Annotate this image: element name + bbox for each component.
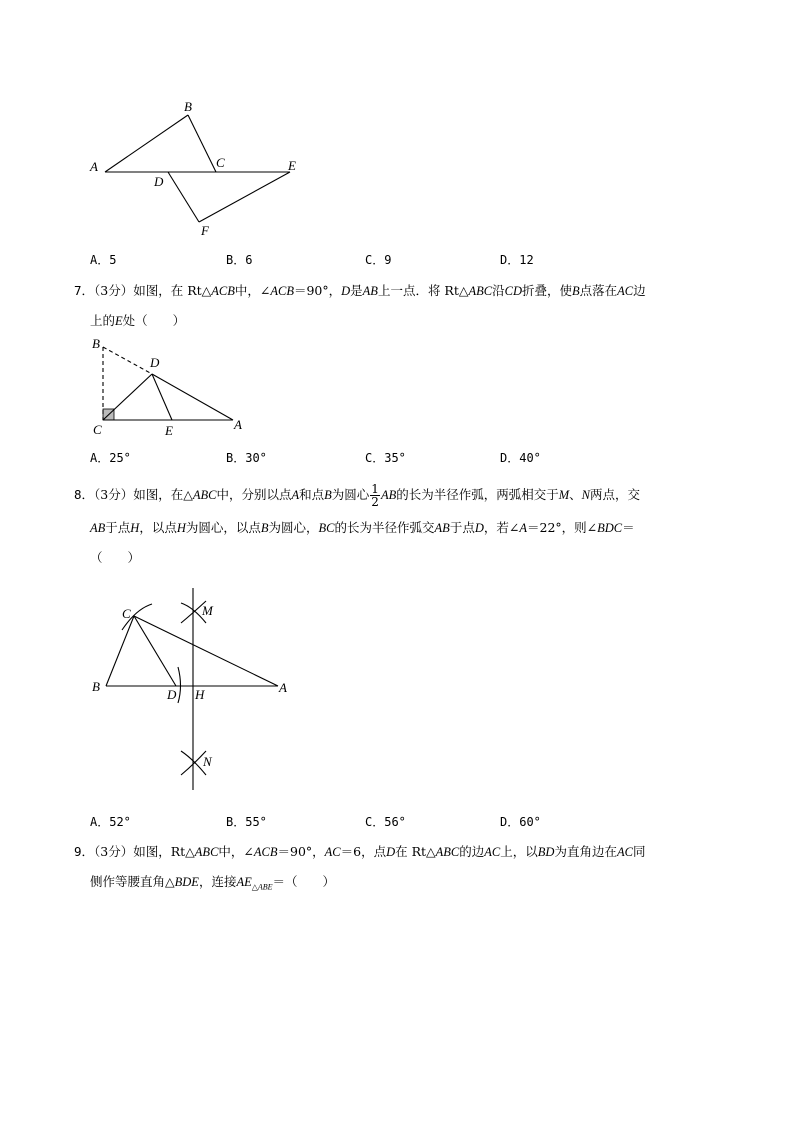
label-c: C: [216, 155, 225, 170]
q7-option-b: B．30°: [226, 451, 267, 465]
q8-text-line1: 8．（3分）如图，在△ABC中，分别以点A和点B为圆心 $\frac{1}{2}$ AB的长为半径作弧，两弧相交于M、N两点，交: [74, 482, 641, 509]
label-e: E: [165, 423, 173, 438]
q8-figure: [88, 585, 298, 795]
q7-option-c: C．35°: [365, 451, 406, 465]
q6-figure: [80, 95, 320, 240]
label-b: B: [92, 679, 100, 694]
q7-text-line1: 7．（3分）如图，在 Rt△ACB中，∠ACB＝90°，D是AB上一点．将 Rt△ABC沿CD折叠，使B点落在AC边: [74, 283, 646, 298]
q6-option-c: C．9: [365, 253, 392, 267]
segment-cd: [103, 374, 152, 420]
segment-da: [152, 374, 233, 420]
q8-text-line3: （ ）: [90, 550, 141, 565]
q7-figure: [86, 336, 256, 442]
segment-ab: [105, 115, 188, 172]
label-c: C: [122, 606, 131, 621]
segment-df: [168, 172, 199, 222]
segment-fe: [199, 172, 290, 222]
q9-text-line2: 侧作等腰直角△BDE，连接$AE_{\triangle ABE}=$（ ）: [90, 874, 336, 892]
label-h: H: [195, 687, 205, 702]
label-e: E: [288, 158, 296, 173]
segment-bd-dashed: [103, 347, 152, 374]
q8-option-a: A．52°: [90, 815, 131, 829]
label-b: B: [92, 336, 100, 351]
q6-option-a: A．5: [90, 253, 117, 267]
q8-text-line2: AB于点H，以点H为圆心，以点B为圆心，BC的长为半径作弧交AB于点D，若∠A＝22°，则∠BDC＝: [90, 520, 635, 535]
q7-text-line2: 上的E处（ ）: [90, 313, 186, 328]
label-n: N: [203, 754, 212, 769]
q7-option-a: A．25°: [90, 451, 131, 465]
q8-option-b: B．55°: [226, 815, 267, 829]
label-b: B: [184, 99, 192, 114]
q8-option-d: D．60°: [500, 815, 541, 829]
q6-option-b: B．6: [226, 253, 253, 267]
label-a: A: [279, 680, 287, 695]
q8-option-c: C．56°: [365, 815, 406, 829]
label-f: F: [201, 223, 209, 238]
fraction-half: $\frac{1}{2}$: [371, 482, 379, 509]
label-c: C: [93, 422, 102, 437]
segment-bc: [106, 616, 134, 686]
q6-option-d: D．12: [500, 253, 534, 267]
arc-d: [178, 667, 181, 703]
label-a: A: [234, 417, 242, 432]
q7-option-d: D．40°: [500, 451, 541, 465]
label-d: D: [167, 687, 177, 702]
segment-de: [152, 374, 172, 420]
label-d: D: [150, 355, 160, 370]
q9-text-line1: 9．（3分）如图，Rt△ABC中，∠ACB＝90°，AC＝6，点D在 Rt△ABC的边AC上，以BD为直角边在AC同: [74, 844, 646, 859]
label-d: D: [154, 174, 164, 189]
segment-bc: [188, 115, 216, 172]
label-a: A: [90, 159, 98, 174]
label-m: M: [202, 603, 213, 618]
